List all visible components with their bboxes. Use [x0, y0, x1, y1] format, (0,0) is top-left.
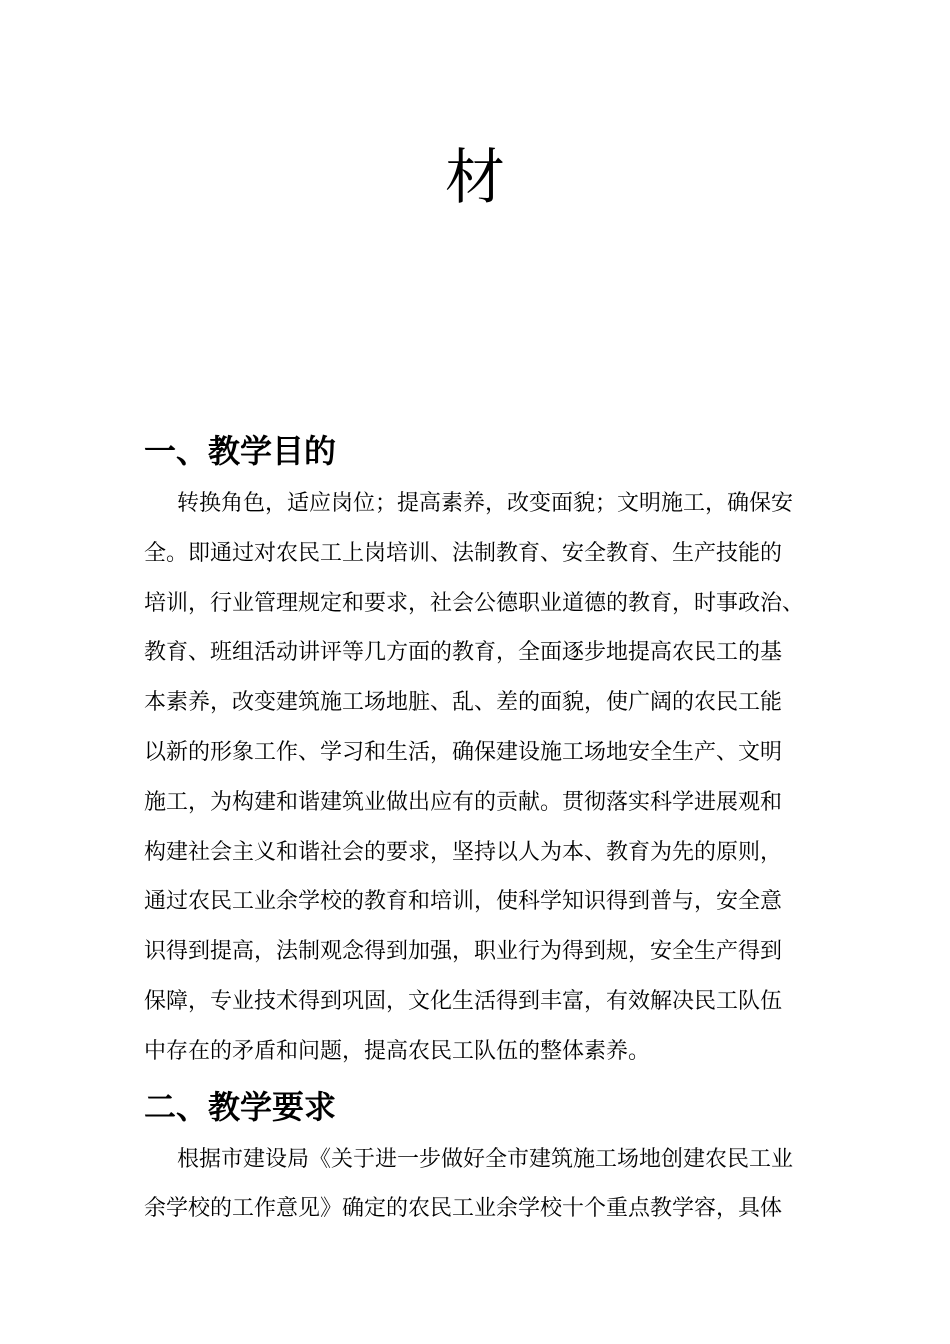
paragraph-line: 识得到提高，法制观念得到加强，职业行为得到规，安全生产得到: [144, 939, 783, 965]
paragraph-line: 转换角色，适应岗位；提高素养，改变面貌；文明施工，确保安: [177, 491, 794, 516]
paragraph-line: 构建社会主义和谐社会的要求，坚持以人为本、教育为先的原则，: [144, 839, 783, 865]
document-body: [144, 423, 814, 1234]
paragraph-line: 根据市建设局《关于进一步做好全市建筑施工场地创建农民工业: [177, 1146, 794, 1172]
section-heading: 一、教学目的: [144, 432, 337, 470]
paragraph-line: 中存在的矛盾和问题，提高农民工队伍的整体素养。: [144, 1038, 651, 1064]
page-title: 材: [445, 143, 505, 213]
paragraph-line: 本素养，改变建筑施工场地脏、乱、差的面貌，使广阔的农民工能: [144, 690, 783, 716]
paragraph-line: 全。即通过对农民工上岗培训、法制教育、安全教育、生产技能的: [144, 540, 783, 566]
paragraph-line: 以新的形象工作、学习和生活，确保建设施工场地安全生产、文明: [144, 739, 783, 765]
paragraph-line: 教育、班组活动讲评等几方面的教育，全面逐步地提高农民工的基: [144, 640, 783, 666]
section-teaching-purpose: [144, 423, 814, 1077]
paragraph-line: 保障，专业技术得到巩固，文化生活得到丰富，有效解决民工队伍: [144, 988, 783, 1014]
paragraph: [144, 479, 814, 1077]
paragraph-line: 施工，为构建和谐建筑业做出应有的贡献。贯彻落实科学进展观和: [144, 789, 783, 815]
paragraph-line: 通过农民工业余学校的教育和培训，使科学知识得到普与，安全意: [144, 889, 783, 915]
section-heading: 二、教学要求: [144, 1087, 337, 1126]
paragraph: [144, 1135, 814, 1235]
paragraph-line: 培训，行业管理规定和要求，社会公德职业道德的教育，时事政治、: [144, 590, 805, 616]
paragraph-line: 余学校的工作意见》确定的农民工业余学校十个重点教学容，具体: [144, 1196, 783, 1222]
section-teaching-requirements: [144, 1079, 814, 1235]
